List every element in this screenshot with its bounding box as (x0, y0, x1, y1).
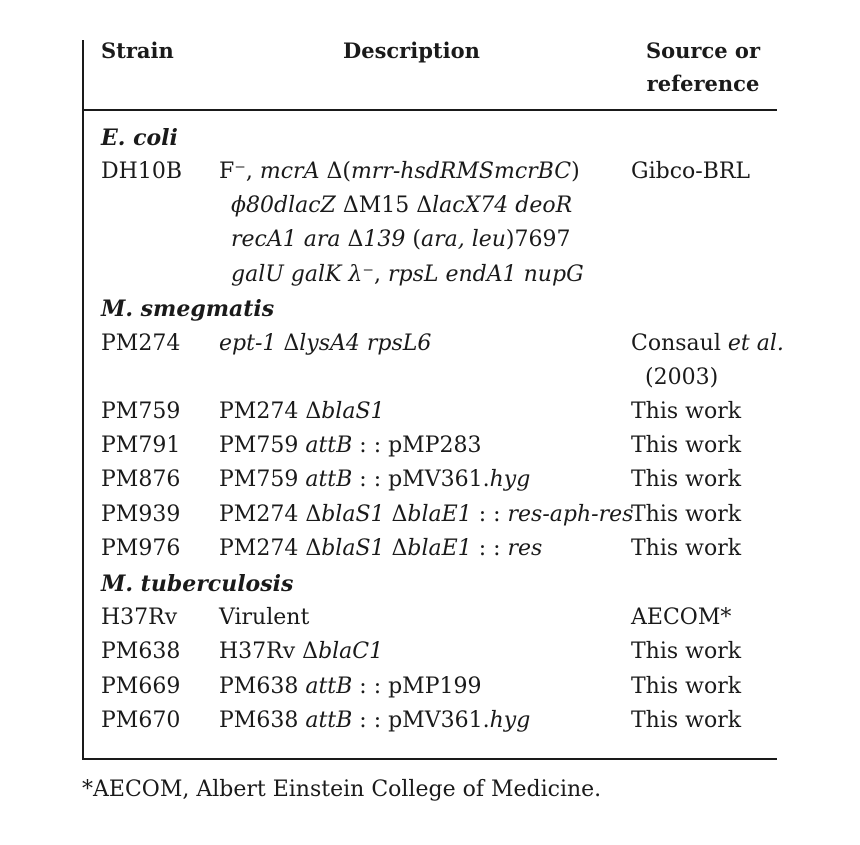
desc-part: Δ (276, 331, 300, 356)
desc-part: : : pMP283 (352, 433, 482, 458)
description-cell (219, 635, 383, 669)
strain-cell: H37Rv (101, 605, 178, 630)
source-cell: This work (631, 502, 742, 527)
description-cell (219, 704, 530, 738)
desc-part: PM274 Δ (219, 399, 322, 424)
desc-part: : : (471, 502, 508, 527)
desc-part: PM638 (219, 674, 306, 699)
desc-part: ara, leu (420, 227, 506, 252)
desc-part: res (507, 536, 543, 561)
header-rule (82, 109, 777, 111)
header-description: Description (343, 38, 480, 63)
desc-part: PM638 (219, 708, 306, 733)
table-bottom-rule (82, 758, 777, 760)
desc-part: PM759 (219, 467, 306, 492)
desc-part: : : pMV361. (352, 467, 490, 492)
desc-part: attB (305, 674, 353, 699)
desc-part: ⁻, (362, 262, 388, 287)
source-part: Consaul (631, 331, 728, 356)
source-cell (631, 327, 784, 361)
desc-part: PM274 Δ (219, 502, 322, 527)
desc-part: lysA4 rpsL6 (299, 331, 432, 356)
group-label: E. coli (101, 125, 178, 151)
header-source (630, 34, 776, 100)
source-cell: Gibco-BRL (631, 159, 751, 184)
desc-part: 139 (363, 227, 406, 252)
desc-part: mrr-hsdRMSmcrBC (350, 159, 572, 184)
source-cell: This work (631, 639, 742, 664)
description-cell (219, 463, 530, 497)
description-cell: Virulent (219, 605, 310, 630)
desc-part: ( (405, 227, 421, 252)
description-cell (219, 429, 482, 463)
desc-part: PM274 Δ (219, 536, 322, 561)
strain-cell: PM976 (101, 536, 181, 561)
desc-part: : : pMP199 (352, 674, 482, 699)
desc-part: H37Rv Δ (219, 639, 319, 664)
desc-part: hyg (489, 708, 531, 733)
desc-part: F⁻, (219, 159, 260, 184)
strain-cell: PM638 (101, 639, 181, 664)
header-source-line2: reference (646, 71, 760, 96)
group-label: M. tuberculosis (101, 571, 294, 597)
desc-part: ΔM15 Δ (335, 193, 433, 218)
description-cell (231, 223, 571, 257)
desc-part: hyg (489, 467, 531, 492)
description-cell (231, 258, 584, 292)
source-cell: AECOM* (631, 605, 732, 630)
desc-part: blaS1 (321, 536, 385, 561)
desc-part: attB (305, 467, 353, 492)
strain-cell: PM876 (101, 467, 181, 492)
strain-cell: DH10B (101, 159, 182, 184)
table-footnote: *AECOM, Albert Einstein College of Medicine. (82, 777, 602, 802)
desc-part: Δ (384, 502, 408, 527)
desc-part: blaS1 (321, 502, 385, 527)
strain-cell: PM274 (101, 331, 181, 356)
desc-part: Δ (340, 227, 364, 252)
desc-part: )7697 (505, 227, 571, 252)
desc-part: PM759 (219, 433, 306, 458)
description-cell (219, 498, 633, 532)
desc-part: blaC1 (318, 639, 384, 664)
source-cell: This work (631, 467, 742, 492)
desc-part: res-aph-res (507, 502, 634, 527)
description-cell (231, 189, 572, 223)
strain-cell: PM791 (101, 433, 181, 458)
strain-cell: PM669 (101, 674, 181, 699)
description-cell (219, 395, 385, 429)
strain-cell: PM670 (101, 708, 181, 733)
desc-part: blaE1 (407, 502, 472, 527)
table-left-border (82, 40, 84, 760)
source-part: et al. (727, 331, 784, 356)
desc-part: : : pMV361. (352, 708, 490, 733)
desc-part: blaS1 (321, 399, 385, 424)
desc-part: lacX74 deoR (432, 193, 573, 218)
description-cell (219, 670, 482, 704)
strain-cell: PM759 (101, 399, 181, 424)
description-cell (219, 532, 542, 566)
header-strain: Strain (101, 38, 174, 63)
source-cell: This work (631, 674, 742, 699)
desc-part: Δ( (319, 159, 351, 184)
description-cell (219, 155, 580, 189)
source-cell: This work (631, 399, 742, 424)
source-cell: This work (631, 708, 742, 733)
desc-part: ept-1 (219, 331, 277, 356)
desc-part: Δ (384, 536, 408, 561)
desc-part: recA1 ara (231, 227, 341, 252)
desc-part: ϕ80d (231, 193, 289, 218)
desc-part: : : (471, 536, 508, 561)
desc-part: blaE1 (407, 536, 472, 561)
desc-part: mcrA (259, 159, 320, 184)
group-label: M. smegmatis (101, 296, 275, 322)
desc-part: ) (571, 159, 580, 184)
strain-cell: PM939 (101, 502, 181, 527)
desc-part: rpsL endA1 nupG (388, 262, 584, 287)
desc-part: attB (305, 433, 353, 458)
desc-part: attB (305, 708, 353, 733)
header-source-line1: Source or (645, 38, 761, 63)
source-cell: This work (631, 536, 742, 561)
desc-part: galU galK λ (231, 262, 363, 287)
description-cell (219, 327, 431, 361)
source-cell: This work (631, 433, 742, 458)
desc-part: lacZ (288, 193, 336, 218)
source-cell: (2003) (645, 365, 719, 390)
